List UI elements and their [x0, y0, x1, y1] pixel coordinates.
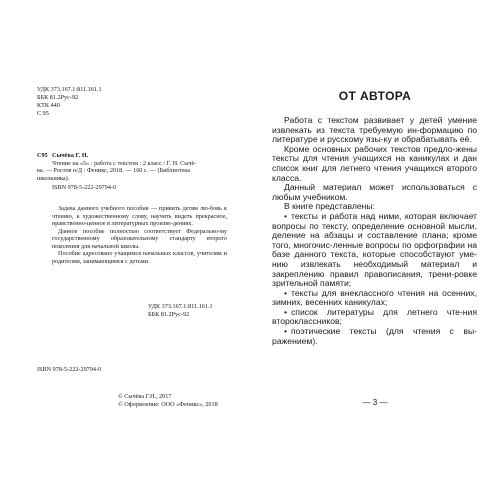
- annotation-paragraph: Пособие адресовано учащимся начальных классов, учителям и родителям, занимающимся с детьми.: [52, 250, 227, 265]
- list-item-text: тексты для внеклассного чтения на осенних, зимних, весенних каникулах;: [272, 287, 477, 308]
- page-number: — 3 —: [362, 398, 388, 407]
- bibliographic-record: [37, 152, 227, 192]
- annotation-paragraph: Задача данного учебного пособия — привить детям лю-бовь к чтению, к художественному слову, научить видеть прекрасное, нравственно-ценное в литературных произве-дениях.: [52, 205, 227, 227]
- udc-code: УДК 373.167.1:811.161.1: [37, 86, 102, 93]
- bullet-icon: •: [284, 287, 288, 298]
- list-item: [272, 289, 477, 308]
- right-page: [250, 0, 500, 500]
- author-name: Сычёва Г. Н.: [52, 152, 89, 159]
- biblio-line: ва. — Ростов н/Д : Феникс, 2018. — 160 с. — (Библиотека: [37, 167, 190, 175]
- list-item-text: поэтические тексты (для чтения с вы-ражением).: [272, 326, 477, 346]
- author-sign: С 95: [37, 109, 49, 117]
- author-tag: С95: [37, 152, 48, 159]
- classification-codes: [37, 86, 102, 118]
- copyright-line: © Сычёва Г.Н., 2017: [118, 393, 172, 400]
- contents-list: [272, 212, 477, 346]
- list-item: [272, 327, 477, 346]
- bullet-icon: •: [284, 210, 288, 221]
- foreword-text: [272, 116, 477, 346]
- list-item: [272, 212, 477, 289]
- bbk-code: ББК 81.2Рус-92: [148, 311, 190, 318]
- paragraph: Кроме основных рабочих текстов предло-жены тексты для чтения учащихся на каникулах и дан список книг для летнего чтения учащихся второго класса.: [272, 143, 477, 183]
- paragraph: Данный материал может использоваться с любым учебником.: [272, 182, 477, 202]
- biblio-line: школьника).: [37, 174, 70, 182]
- ktk-code: КТК 440: [37, 101, 60, 109]
- paragraph: Работа с текстом развивает у детей умение извлекать из текста требуемую ин-формацию по литературе и русскому язы-ку и обрабатывать её.: [272, 115, 477, 145]
- copyright-line: © Оформление: ООО «Феникс», 2018: [118, 401, 218, 409]
- biblio-line: Чтение на «5» : работа с текстом : 2 класс / Г. Н. Сычё-: [52, 159, 197, 167]
- paragraph: В книге представлены:: [284, 201, 375, 212]
- copyright: [118, 393, 218, 409]
- bullet-icon: •: [284, 326, 288, 337]
- bbk-code: ББК 81.2Рус-92: [37, 93, 79, 101]
- page-title: ОТ АВТОРА: [338, 89, 412, 103]
- classification-codes-bottom: [148, 303, 213, 319]
- udc-code: УДК 373.167.1:811.161.1: [148, 303, 213, 310]
- isbn: ISBN 978-5-222-29794-0: [52, 184, 117, 192]
- list-item-text: список литературы для летнего чте-ния второклассников;: [272, 306, 477, 327]
- list-item-text: тексты и работа над ними, которая включает вопросы по тексту, определение основной мысли, деление на абзацы и составление плана; кроме того, многочис-ленные вопросы по орфографии на базе данного текста, которые способствуют уме-нию извлекать необходимый материал и закреплению правил правописания, трени-ровке зрительной памяти;: [272, 210, 477, 289]
- isbn-bottom: ISBN 978-5-222-29794-0: [37, 366, 102, 373]
- annotation: [52, 205, 227, 265]
- annotation-paragraph: Данное пособие полностью соответствует Федерально-му государственному образовательному стандарту второго поколения для начальной школы.: [52, 227, 227, 250]
- list-item: [272, 308, 477, 327]
- bullet-icon: •: [284, 306, 288, 317]
